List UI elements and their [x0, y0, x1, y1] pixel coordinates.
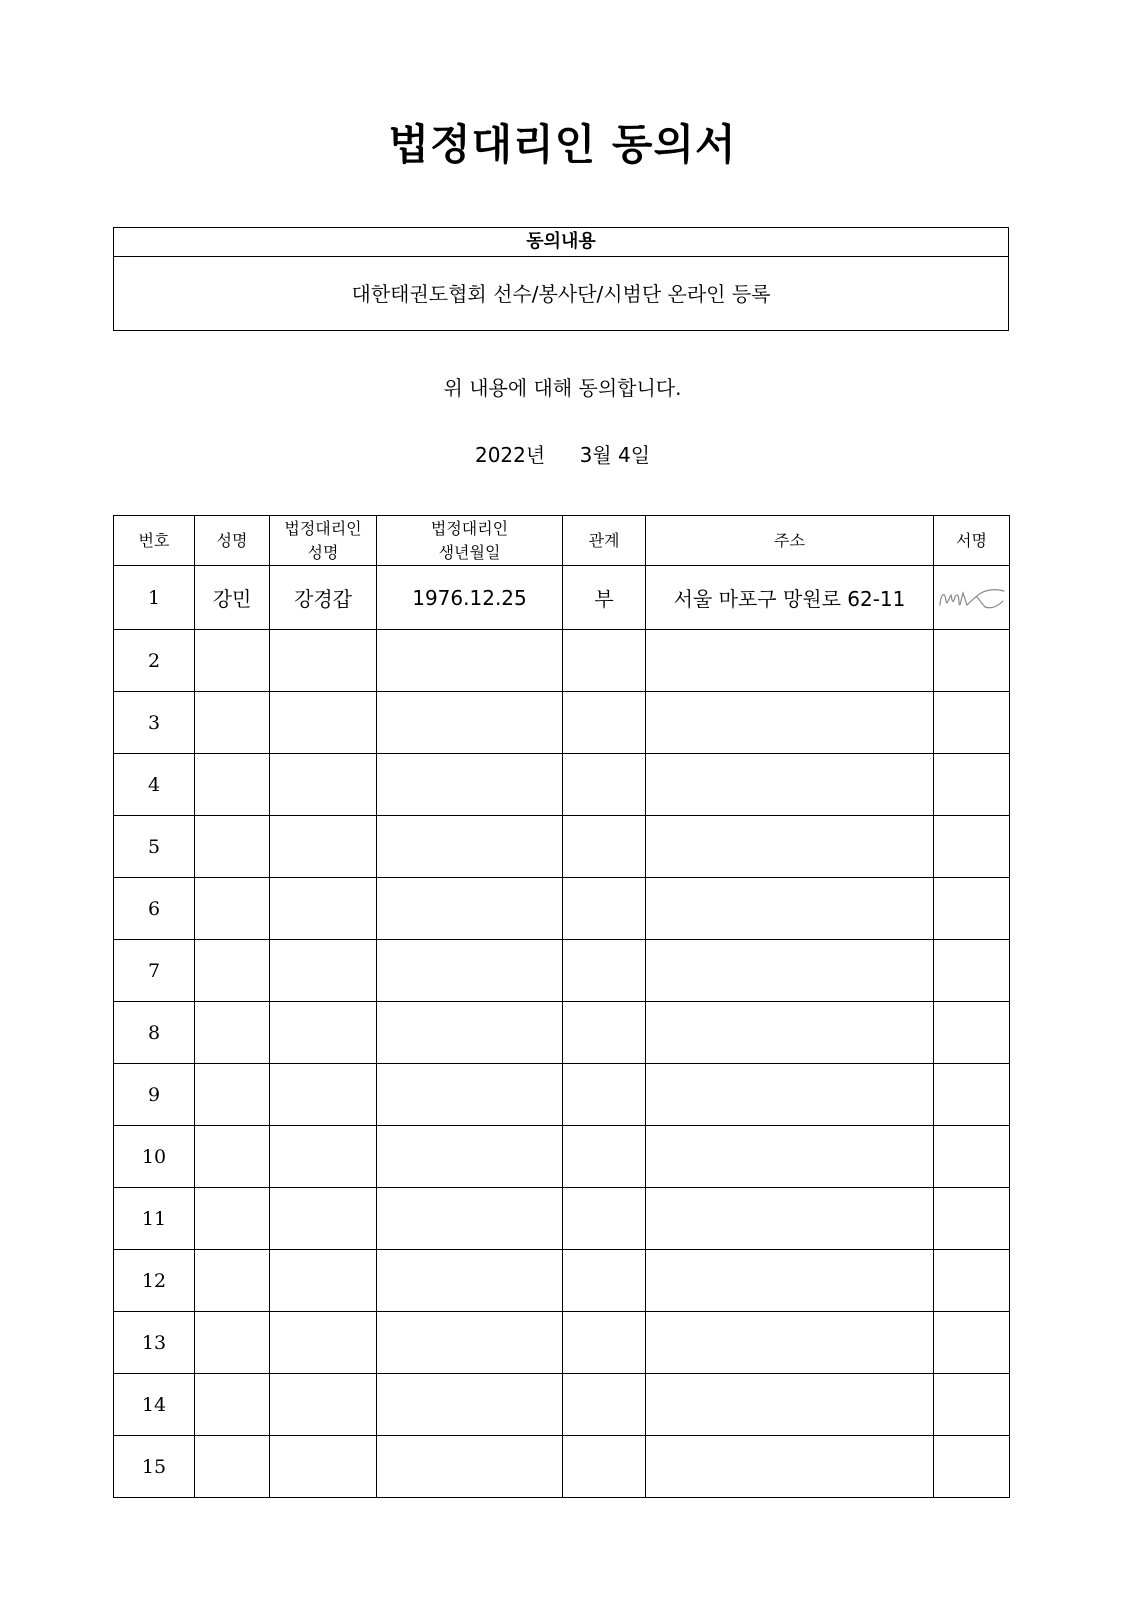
header-guardian-birth-line1: 법정대리인 — [430, 518, 509, 538]
table-row — [114, 1064, 1010, 1126]
table-row — [114, 1374, 1010, 1436]
table-row — [114, 1126, 1010, 1188]
table-row — [114, 1002, 1010, 1064]
guardian-table — [113, 515, 1010, 1498]
row-number: 1 — [114, 566, 195, 630]
header-signature: 서명 — [934, 516, 1010, 566]
header-relation: 관계 — [563, 516, 646, 566]
row-number: 2 — [114, 630, 195, 692]
header-name: 성명 — [195, 516, 270, 566]
cell-guardian-name: 강경갑 — [270, 566, 377, 630]
row-number: 9 — [114, 1064, 195, 1126]
table-body — [114, 566, 1010, 1498]
row-number: 7 — [114, 940, 195, 1002]
cell-signature — [934, 566, 1010, 630]
row-number: 5 — [114, 816, 195, 878]
row-number: 4 — [114, 754, 195, 816]
row-number: 15 — [114, 1436, 195, 1498]
consent-header: 동의내용 — [114, 228, 1008, 257]
header-guardian-birth-line2: 생년월일 — [438, 542, 501, 562]
row-number: 8 — [114, 1002, 195, 1064]
cell-address: 서울 마포구 망원로 62-11 — [646, 566, 934, 630]
table-header-row — [114, 516, 1010, 566]
table-row — [114, 878, 1010, 940]
row-number: 12 — [114, 1250, 195, 1312]
date-month: 3월 — [579, 443, 612, 467]
row-number: 11 — [114, 1188, 195, 1250]
row-number: 10 — [114, 1126, 195, 1188]
row-number: 13 — [114, 1312, 195, 1374]
table-row — [114, 630, 1010, 692]
header-guardian-name — [270, 516, 377, 566]
table-row — [114, 692, 1010, 754]
header-address: 주소 — [646, 516, 934, 566]
row-number: 6 — [114, 878, 195, 940]
table-row — [114, 1312, 1010, 1374]
header-guardian-name-line1: 법정대리인 — [284, 518, 362, 538]
table-row — [114, 1436, 1010, 1498]
cell-name: 강민 — [195, 566, 270, 630]
table-row — [114, 566, 1010, 630]
date-year: 2022년 — [474, 443, 546, 467]
cell-relation: 부 — [563, 566, 646, 630]
cell-birth: 1976.12.25 — [377, 566, 563, 630]
row-number: 3 — [114, 692, 195, 754]
header-guardian-birth — [377, 516, 563, 566]
agreement-statement: 위 내용에 대해 동의합니다. — [443, 376, 682, 400]
table-row — [114, 816, 1010, 878]
signature-scribble — [937, 583, 1007, 613]
row-number: 14 — [114, 1374, 195, 1436]
page-title: 법정대리인 동의서 — [388, 120, 737, 169]
date-day: 4일 — [617, 443, 651, 467]
date-line — [0, 439, 1125, 468]
consent-box — [113, 227, 1009, 331]
table-row — [114, 940, 1010, 1002]
table-row — [114, 1250, 1010, 1312]
header-no: 번호 — [114, 516, 195, 566]
header-guardian-name-line2: 성명 — [307, 542, 339, 562]
table-row — [114, 754, 1010, 816]
table-row — [114, 1188, 1010, 1250]
consent-content: 대한태권도협회 선수/봉사단/시범단 온라인 등록 — [351, 282, 771, 306]
